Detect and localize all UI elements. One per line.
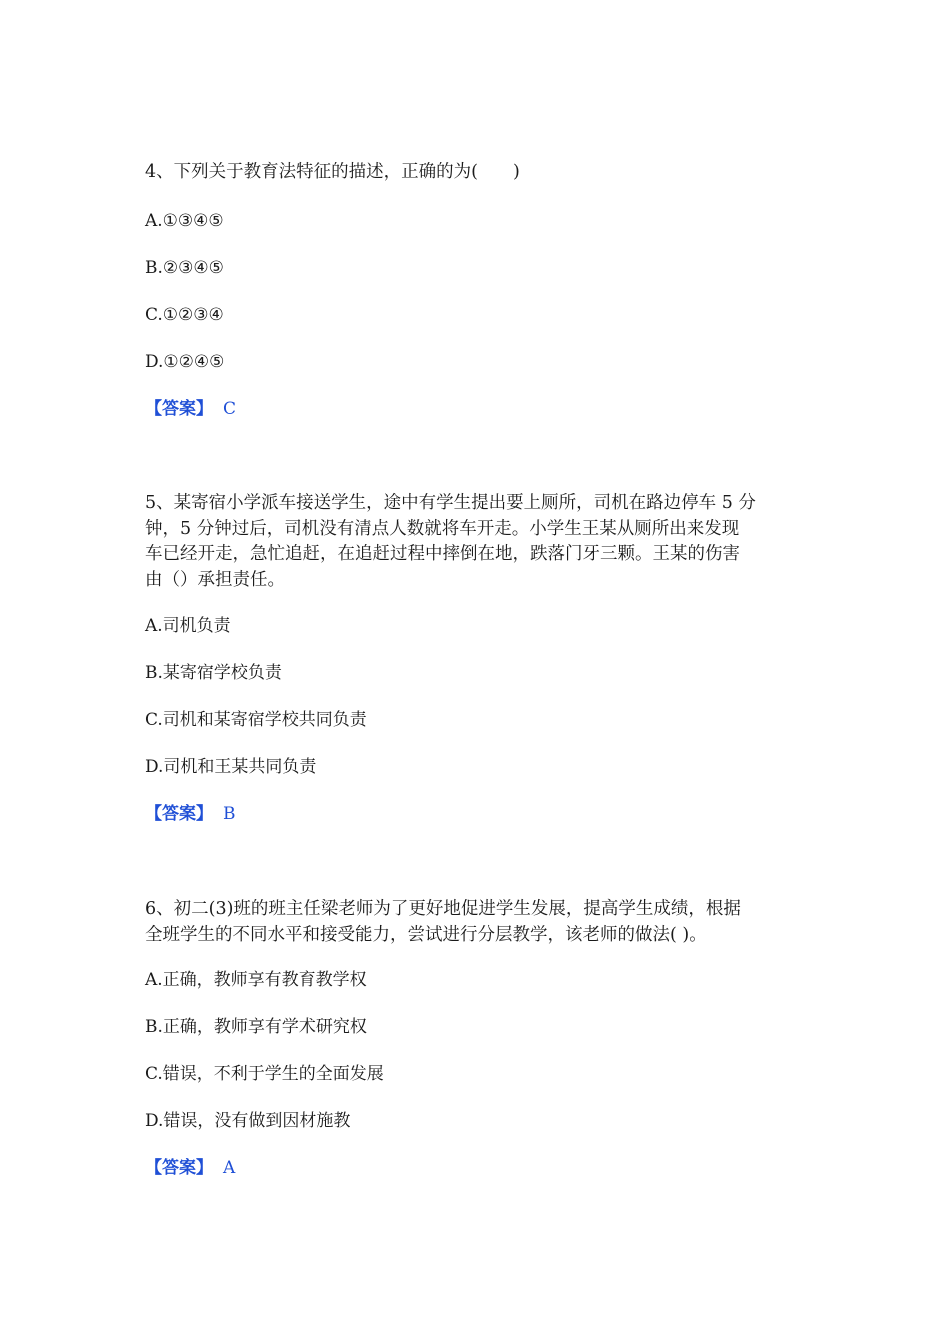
question-4-stem xyxy=(145,160,810,186)
question-4-answer xyxy=(145,398,236,420)
question-6-answer xyxy=(145,1157,235,1179)
question-6-option-d: D.错误，没有做到因材施教 xyxy=(145,1111,351,1131)
question-6-option-b: B.正确，教师享有学术研究权 xyxy=(145,1017,367,1037)
question-4-option-d: D.①②④⑤ xyxy=(145,352,225,372)
answer-value: A xyxy=(223,1158,236,1178)
question-6-option-a: A.正确，教师享有教育教学权 xyxy=(145,970,367,990)
question-5-stem-line: 车已经开走，急忙追赶，在追赶过程中摔倒在地，跌落门牙三颗。王某的伤害 xyxy=(145,544,740,564)
question-5-option-a: A.司机负责 xyxy=(145,616,231,636)
answer-value: B xyxy=(223,804,236,824)
question-4-option-a: A.①③④⑤ xyxy=(145,211,224,231)
answer-label: 【答案】 xyxy=(145,399,213,419)
question-5-stem-line: 5、某寄宿小学派车接送学生，途中有学生提出要上厕所，司机在路边停车 5 分 xyxy=(145,493,756,513)
question-6-stem-line: 全班学生的不同水平和接受能力，尝试进行分层教学，该老师的做法( )。 xyxy=(145,924,707,945)
question-5-stem-line: 由（）承担责任。 xyxy=(145,569,285,590)
question-6-option-c: C.错误，不利于学生的全面发展 xyxy=(145,1064,384,1084)
question-5-option-b: B.某寄宿学校负责 xyxy=(145,663,282,683)
question-5-stem xyxy=(145,491,810,593)
question-5-stem-line: 钟，5 分钟过后，司机没有清点人数就将车开走。小学生王某从厕所出来发现 xyxy=(145,518,740,539)
question-4-option-c: C.①②③④ xyxy=(145,305,224,325)
answer-value: C xyxy=(223,399,237,419)
question-5-option-d: D.司机和王某共同负责 xyxy=(145,757,317,777)
question-4-option-b: B.②③④⑤ xyxy=(145,258,224,278)
question-6-stem xyxy=(145,897,810,948)
question-4-stem-line: 4、下列关于教育法特征的描述，正确的为( ) xyxy=(145,162,520,182)
question-5-answer xyxy=(145,803,236,825)
answer-label: 【答案】 xyxy=(145,804,213,824)
question-5-option-c: C.司机和某寄宿学校共同负责 xyxy=(145,710,367,730)
question-6-stem-line: 6、初二(3)班的班主任梁老师为了更好地促进学生发展，提高学生成绩，根据 xyxy=(145,899,741,919)
answer-label: 【答案】 xyxy=(145,1158,213,1178)
